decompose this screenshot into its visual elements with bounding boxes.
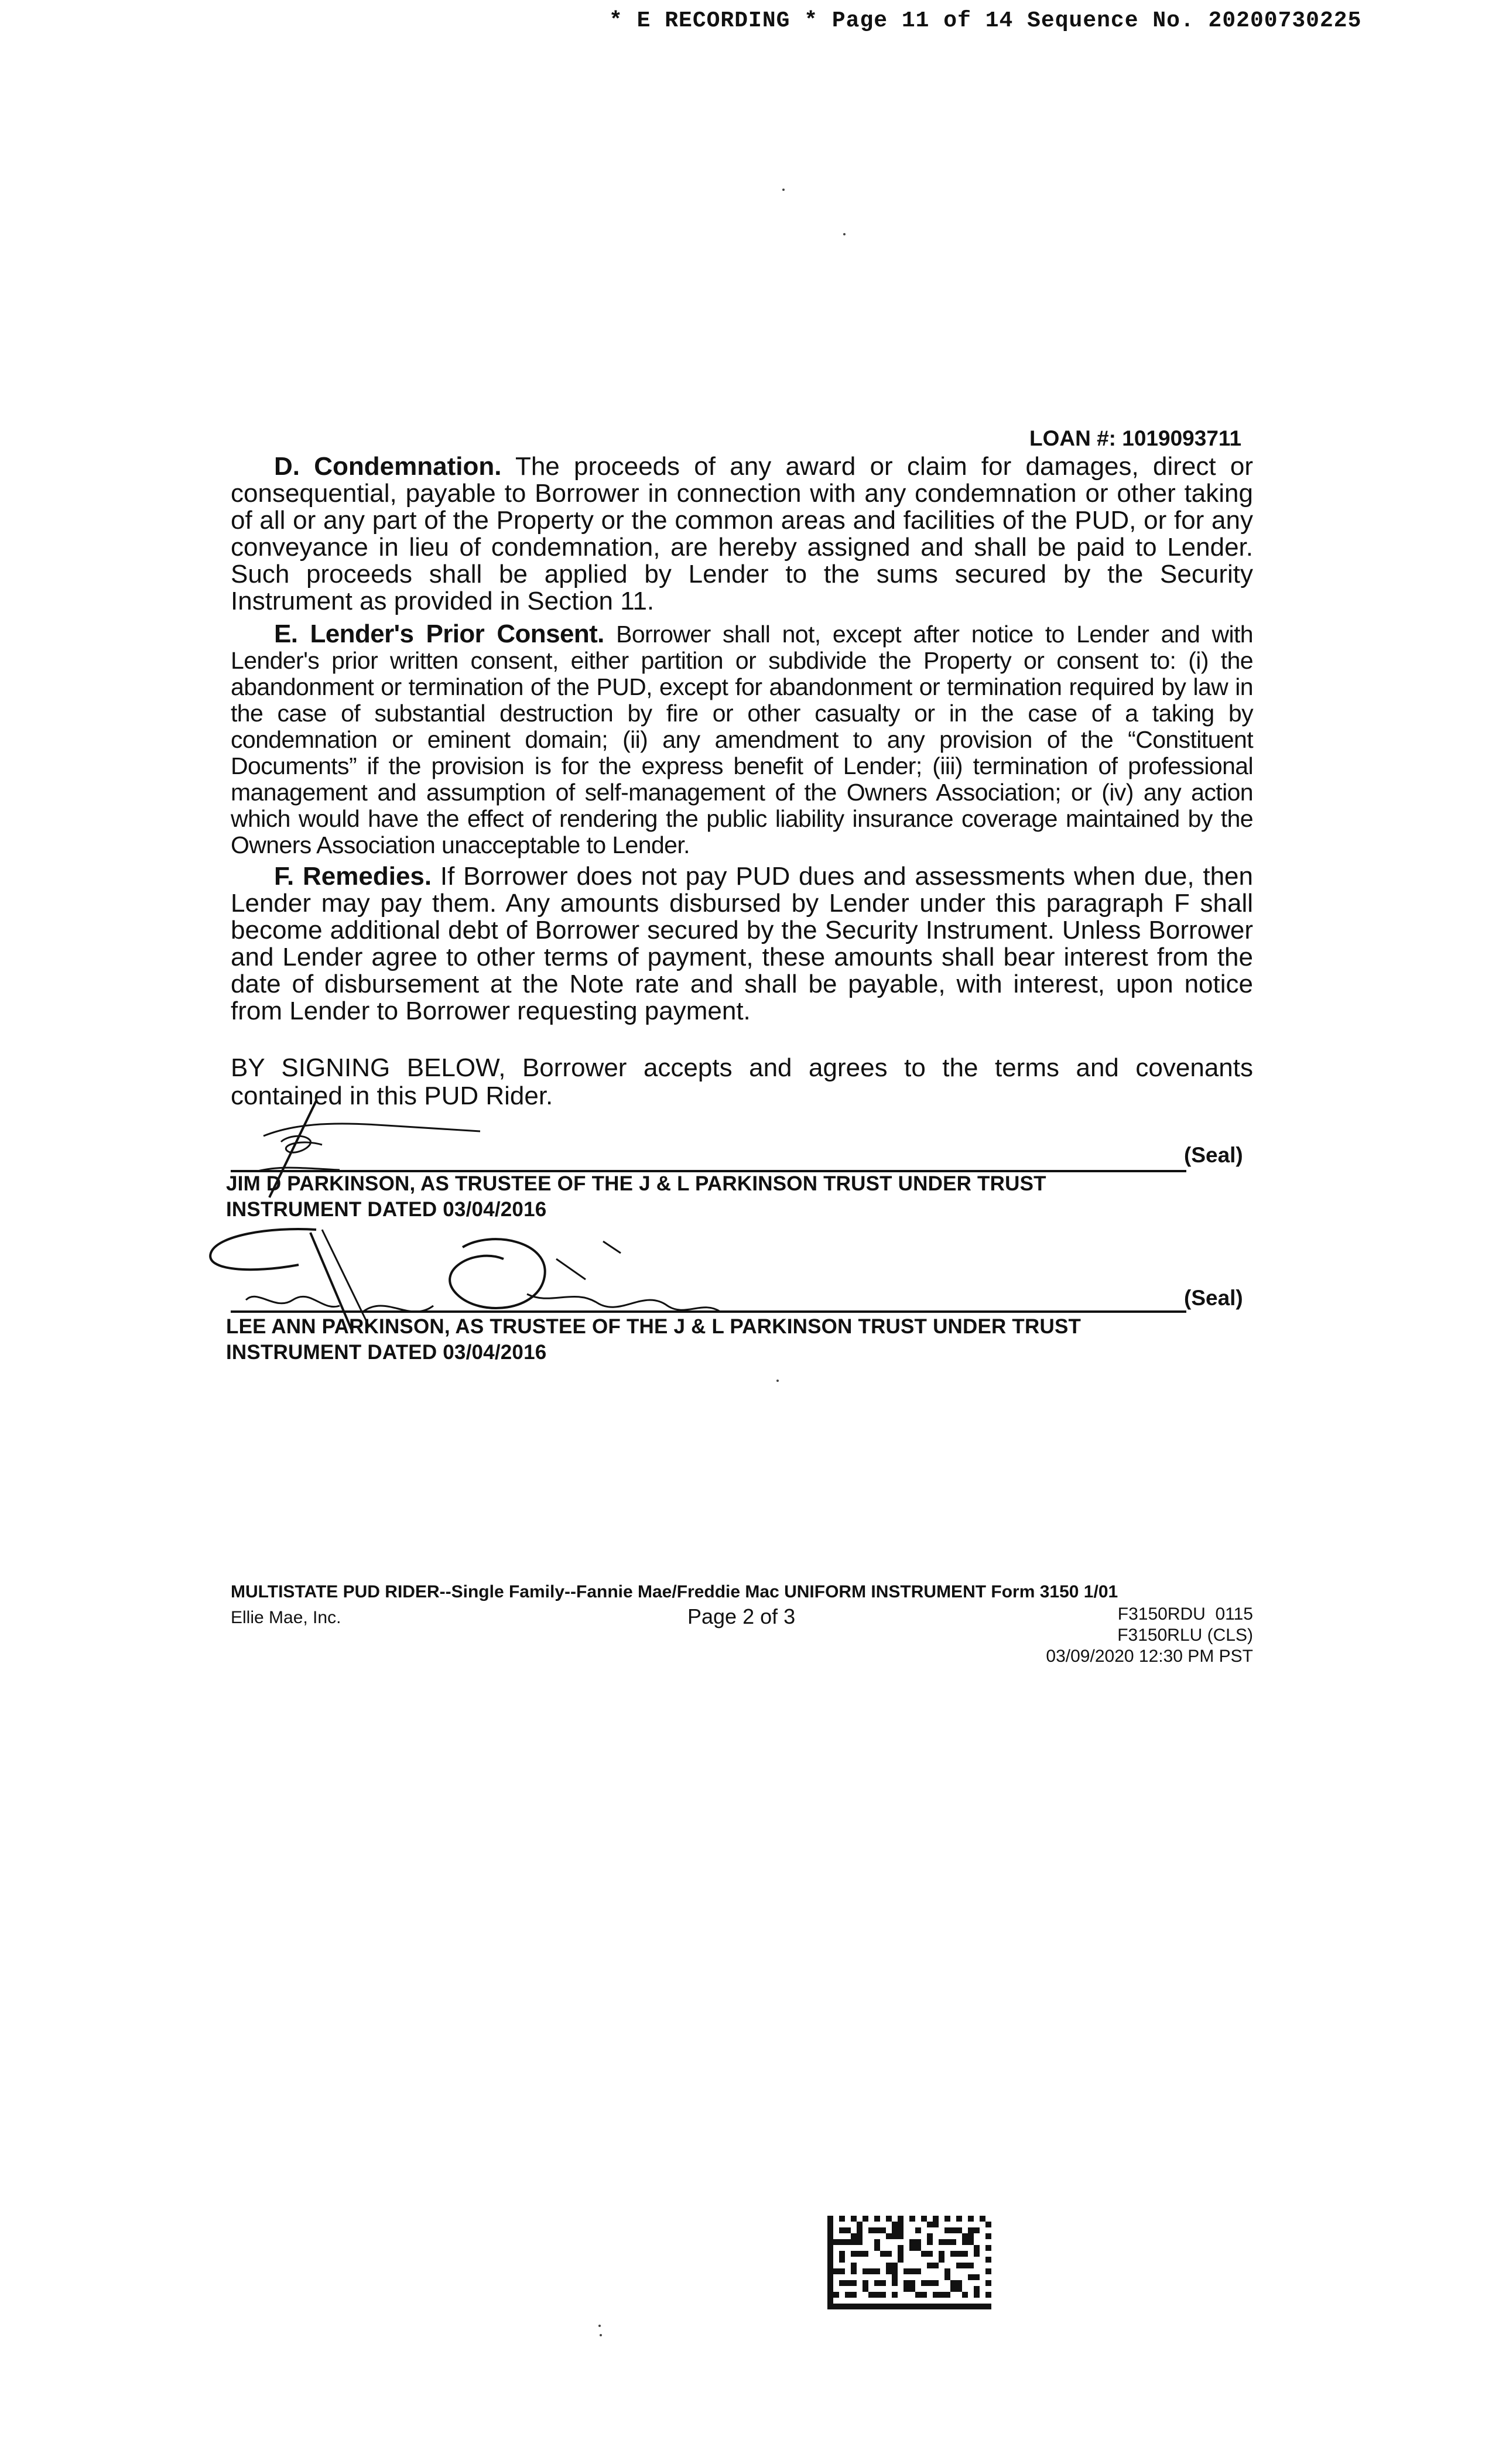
scan-speck [776, 1380, 779, 1382]
section-f [231, 863, 1253, 1025]
section-d-text: The proceeds of any award or claim for damages, direct or consequential, payable to Borrower in connection with any condemnation or other taking of all or any part of the Property or the common areas and facilities of the PUD, or for any conveyance in lieu of condemnation, are hereby assigned and shall be paid to Lender. Such proceeds shall be applied by Lender to the sums secured by the Security Instrument as provided in Section 11. [231, 452, 1253, 615]
seal-label-2: (Seal) [1184, 1286, 1243, 1310]
footer-code-1: F3150RDU 0115 [1117, 1604, 1253, 1624]
signer-name-1-line2: INSTRUMENT DATED 03/04/2016 [226, 1198, 547, 1221]
loan-value: 1019093711 [1122, 426, 1242, 450]
signer-name-1-line1: JIM D PARKINSON, AS TRUSTEE OF THE J & L PARKINSON TRUST UNDER TRUST [226, 1172, 1046, 1195]
section-e-paragraph [231, 621, 1253, 858]
datamatrix-barcode-icon [827, 2216, 992, 2309]
section-f-paragraph [231, 863, 1253, 1025]
section-f-text: If Borrower does not pay PUD dues and assessments when due, then Lender may pay them. Any amounts disbursed by Lender under this paragraph F shall become additional debt of Borrower secured by the Security Instrument. Unless Borrower and Lender agree to other terms of payment, these amounts shall bear interest from the date of disbursement at the Note rate and shall be payable, with interest, upon notice from Lender to Borrower requesting payment. [231, 862, 1253, 1025]
footer-code-2: F3150RLU (CLS) [1117, 1625, 1253, 1645]
section-d [231, 453, 1253, 615]
loan-number [1029, 426, 1241, 451]
footer-form-title: MULTISTATE PUD RIDER--Single Family--Fannie Mae/Freddie Mac UNIFORM INSTRUMENT Form 3150 1/01 [231, 1582, 1118, 1601]
section-e-text: Borrower shall not, except after notice to Lender and with Lender's prior written consent, either partition or subdivide the Property or consent to: (i) the abandonment or termination of the PUD, except for abandonment or termination required by law in the case of substantial destruction by fire or other casualty or in the case of a taking by condemnation or eminent domain; (ii) any amendment to any provision of the “Constituent Documents” if the provision is for the express benefit of Lender; (iii) termination of professional management and assumption of self-management of the Owners Association; or (iv) any action which would have the effect of rendering the public liability insurance coverage maintained by the Owners Association unacceptable to Lender. [231, 621, 1253, 858]
section-f-heading: F. Remedies. [274, 862, 432, 891]
scan-speck [782, 189, 785, 191]
closing-text: BY SIGNING BELOW, Borrower accepts and agrees to the terms and covenants contained in this PUD Rider. [231, 1053, 1253, 1110]
footer-publisher: Ellie Mae, Inc. [231, 1608, 341, 1627]
section-e [231, 621, 1253, 858]
seal-label-1: (Seal) [1184, 1143, 1243, 1167]
scan-speck [598, 2325, 601, 2327]
loan-label: LOAN #: [1029, 426, 1116, 450]
section-d-paragraph [231, 453, 1253, 615]
signer-name-2-line1: LEE ANN PARKINSON, AS TRUSTEE OF THE J & L PARKINSON TRUST UNDER TRUST [226, 1315, 1082, 1338]
section-d-heading: D. Condemnation. [274, 452, 502, 481]
scan-speck [600, 2334, 602, 2336]
signer-name-1 [226, 1171, 1221, 1223]
footer-timestamp: 03/09/2020 12:30 PM PST [1046, 1647, 1253, 1666]
section-e-heading: E. Lender's Prior Consent. [274, 620, 604, 648]
signature-line-2 [231, 1310, 1186, 1313]
signer-name-2 [226, 1314, 1221, 1366]
footer-page-number: Page 2 of 3 [687, 1604, 796, 1628]
signer-name-2-line2: INSTRUMENT DATED 03/04/2016 [226, 1341, 547, 1364]
recording-header: * E RECORDING * Page 11 of 14 Sequence No. 20200730225 [609, 8, 1362, 33]
scan-speck [843, 233, 846, 235]
